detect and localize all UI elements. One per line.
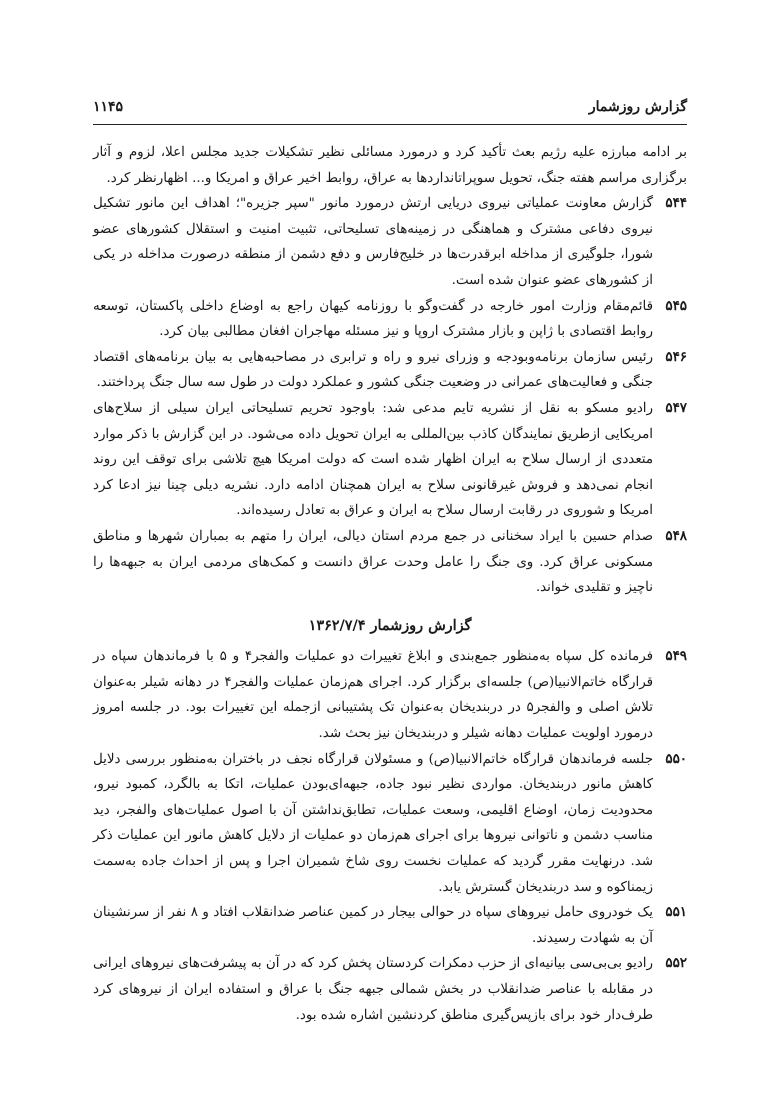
entry-item (93, 191, 687, 293)
entry-number: ۵۴۴ (665, 195, 687, 212)
entry-number: ۵۵۲ (665, 955, 687, 972)
entry-text: رادیو مسکو به نقل از نشریه تایم مدعی شد: باوجود تحریم تسلیحاتی ایران سیلی از سلاح‌های امریکایی ازطریق نمایندگان کاذب بین‌المللی به ایران تحویل داده می‌شود. در این گزارش با ذکر موارد متعددی از ارسال سلاح به ایران اظهار شده است که دولت امریکا هیچ تلاشی برای توقف این روند انجام نمی‌دهد و فروش غیرقانونی سلاح به ایران همچنان ادامه دارد. نشریه دیلی چینا نیز ادعا کرد امریکا و شوروی در رقابت ارسال سلاح به ایران و عراق به تعادل رسیده‌اند. (93, 400, 653, 519)
entry-item (93, 345, 687, 396)
entry-text: صدام حسین با ایراد سخنانی در جمع مردم استان دیالی، ایران را متهم به بمباران شهرها و مناطق مسکونی عراق کرد. وی جنگ را عامل وحدت عراق دانست و کمک‌های مردمی ایران به جبهه‌ها را ناچیز و تقلیدی خواند. (93, 528, 653, 596)
page-number: ۱۱۴۵ (93, 99, 124, 115)
entry-item (93, 951, 687, 1028)
page-body (93, 140, 687, 1028)
entry-text: یک خودروی حامل نیروهای سپاه در حوالی بیجار در کمین عناصر ضدانقلاب افتاد و ۸ نفر از سرنشینان آن به شهادت رسیدند. (93, 905, 653, 946)
entry-item (93, 294, 687, 345)
entry-text: قائم‌مقام وزارت امور خارجه در گفت‌وگو با روزنامه کیهان راجع به اوضاع داخلی پاکستان، توسعه روابط اقتصادی با ژاپن و بازار مشترک اروپا و نیز مسئله مهاجران افغان مطالبی بیان کرد. (93, 298, 653, 340)
entry-text: گزارش معاونت عملیاتی نیروی دریایی ارتش درمورد مانور "سپر جزیره"؛ اهداف این مانور تشکیل نیروی دفاعی مشترک و هماهنگی در زمینه‌های تسلیحاتی، تثبیت امنیت و استقلال کشورهای عضو شورا، جلوگیری از مداخله ابرقدرت‌ها در خلیج‌فارس و دفع دشمن از منطقه درصورت مداخله در یکی از کشورهای عضو عنوان شده است. (93, 196, 653, 288)
entry-item (93, 396, 687, 524)
entry-item (93, 644, 687, 746)
entry-text: رادیو بی‌بی‌سی بیانیه‌ای از حزب دمکرات کردستان پخش کرد که در آن به پیشرفت‌های نیروهای ایرانی در مقابله با عناصر ضدانقلاب در بخش شمالی جبهه جنگ با عراق و استفاده ایران از نیروهای کرد طرف‌دار خود برای بازپس‌گیری مناطق کردنشین اشاره شده بود. (93, 956, 653, 1023)
entry-number: ۵۴۵ (665, 297, 687, 314)
running-title: گزارش روزشمار (588, 99, 687, 115)
intro-paragraph: بر ادامه مبارزه علیه رژیم بعث تأکید کرد و درمورد مسائلی نظیر تشکیلات جدید مجلس اعلا، لزوم و آثار برگزاری مراسم هفته جنگ، تحویل سوپراتاندارد‌ها به عراق، روابط اخیر عراق و امریکا و... اظهارنظر کرد. (93, 145, 687, 186)
section-title: گزارش روزشمار ۱۳۶۲/۷/۴ (308, 616, 472, 634)
entry-text: رئیس سازمان برنامه‌وبودجه و وزرای نیرو و راه و ترابری در مصاحبه‌هایی به بیان برنامه‌های اقتصاد جنگی و فعالیت‌های عمرانی در وضعیت جنگی کشور و عملکرد دولت در طول سه سال جنگ پرداختند. (93, 349, 653, 391)
entries-group-b (93, 644, 687, 1028)
entry-number: ۵۴۶ (665, 348, 687, 365)
entry-text: فرمانده کل سپاه به‌منظور جمع‌بندی و ابلاغ تغییرات دو عملیات والفجر۴ و ۵ با فرماندهان سپاه در قرارگاه خاتم‌الانبیا(ص) جلسه‌ای برگزار کرد. اجرای هم‌زمان عملیات والفجر۴ در دهانه شیلر به‌عنوان تلاش اصلی و والفجر۵ در دربندیخان به‌عنوان تک پشتیبانی ازجمله این تغییرات بود. در جلسه امروز درمورد اولویت عملیات دهانه شیلر و دربندیخان نیز بحث شد. (93, 649, 653, 742)
entry-number: ۵۵۰ (665, 750, 687, 767)
entry-item (93, 524, 687, 601)
entry-text: جلسه فرماندهان قرارگاه خاتم‌الانبیا(ص) و مسئولان قرارگاه نجف در باختران به‌منظور بررسی دلایل کاهش مانور دربندیخان. مواردی نظیر نبود جاده، جبهه‌ای‌بودن عملیات، اتکا به بالگرد، کمبود نیرو، محدودیت زمان، اوضاع اقلیمی، وسعت عملیات، تطابق‌نداشتن آن با اصول عملیات‌های والفجر، دید مناسب دشمن و ناتوانی نیروها برای اجرای هم‌زمان دو عملیات از دلایل کاهش مانور این عملیات ذکر شد. درنهایت مقرر گردید که عملیات نخست روی شاخ شمیران اجرا و پس از احداث جاده به‌سمت زیمناکوه و سد دربندیخان گسترش یابد. (93, 751, 653, 895)
entry-item (93, 747, 687, 901)
entry-number: ۵۴۷ (665, 399, 687, 416)
entry-number: ۵۵۱ (665, 904, 687, 921)
entry-number: ۵۴۹ (665, 648, 687, 665)
entry-item (93, 900, 687, 951)
header-divider (93, 124, 687, 125)
page-header (93, 93, 687, 121)
entries-group-a (93, 191, 687, 601)
entry-number: ۵۴۸ (665, 527, 687, 544)
